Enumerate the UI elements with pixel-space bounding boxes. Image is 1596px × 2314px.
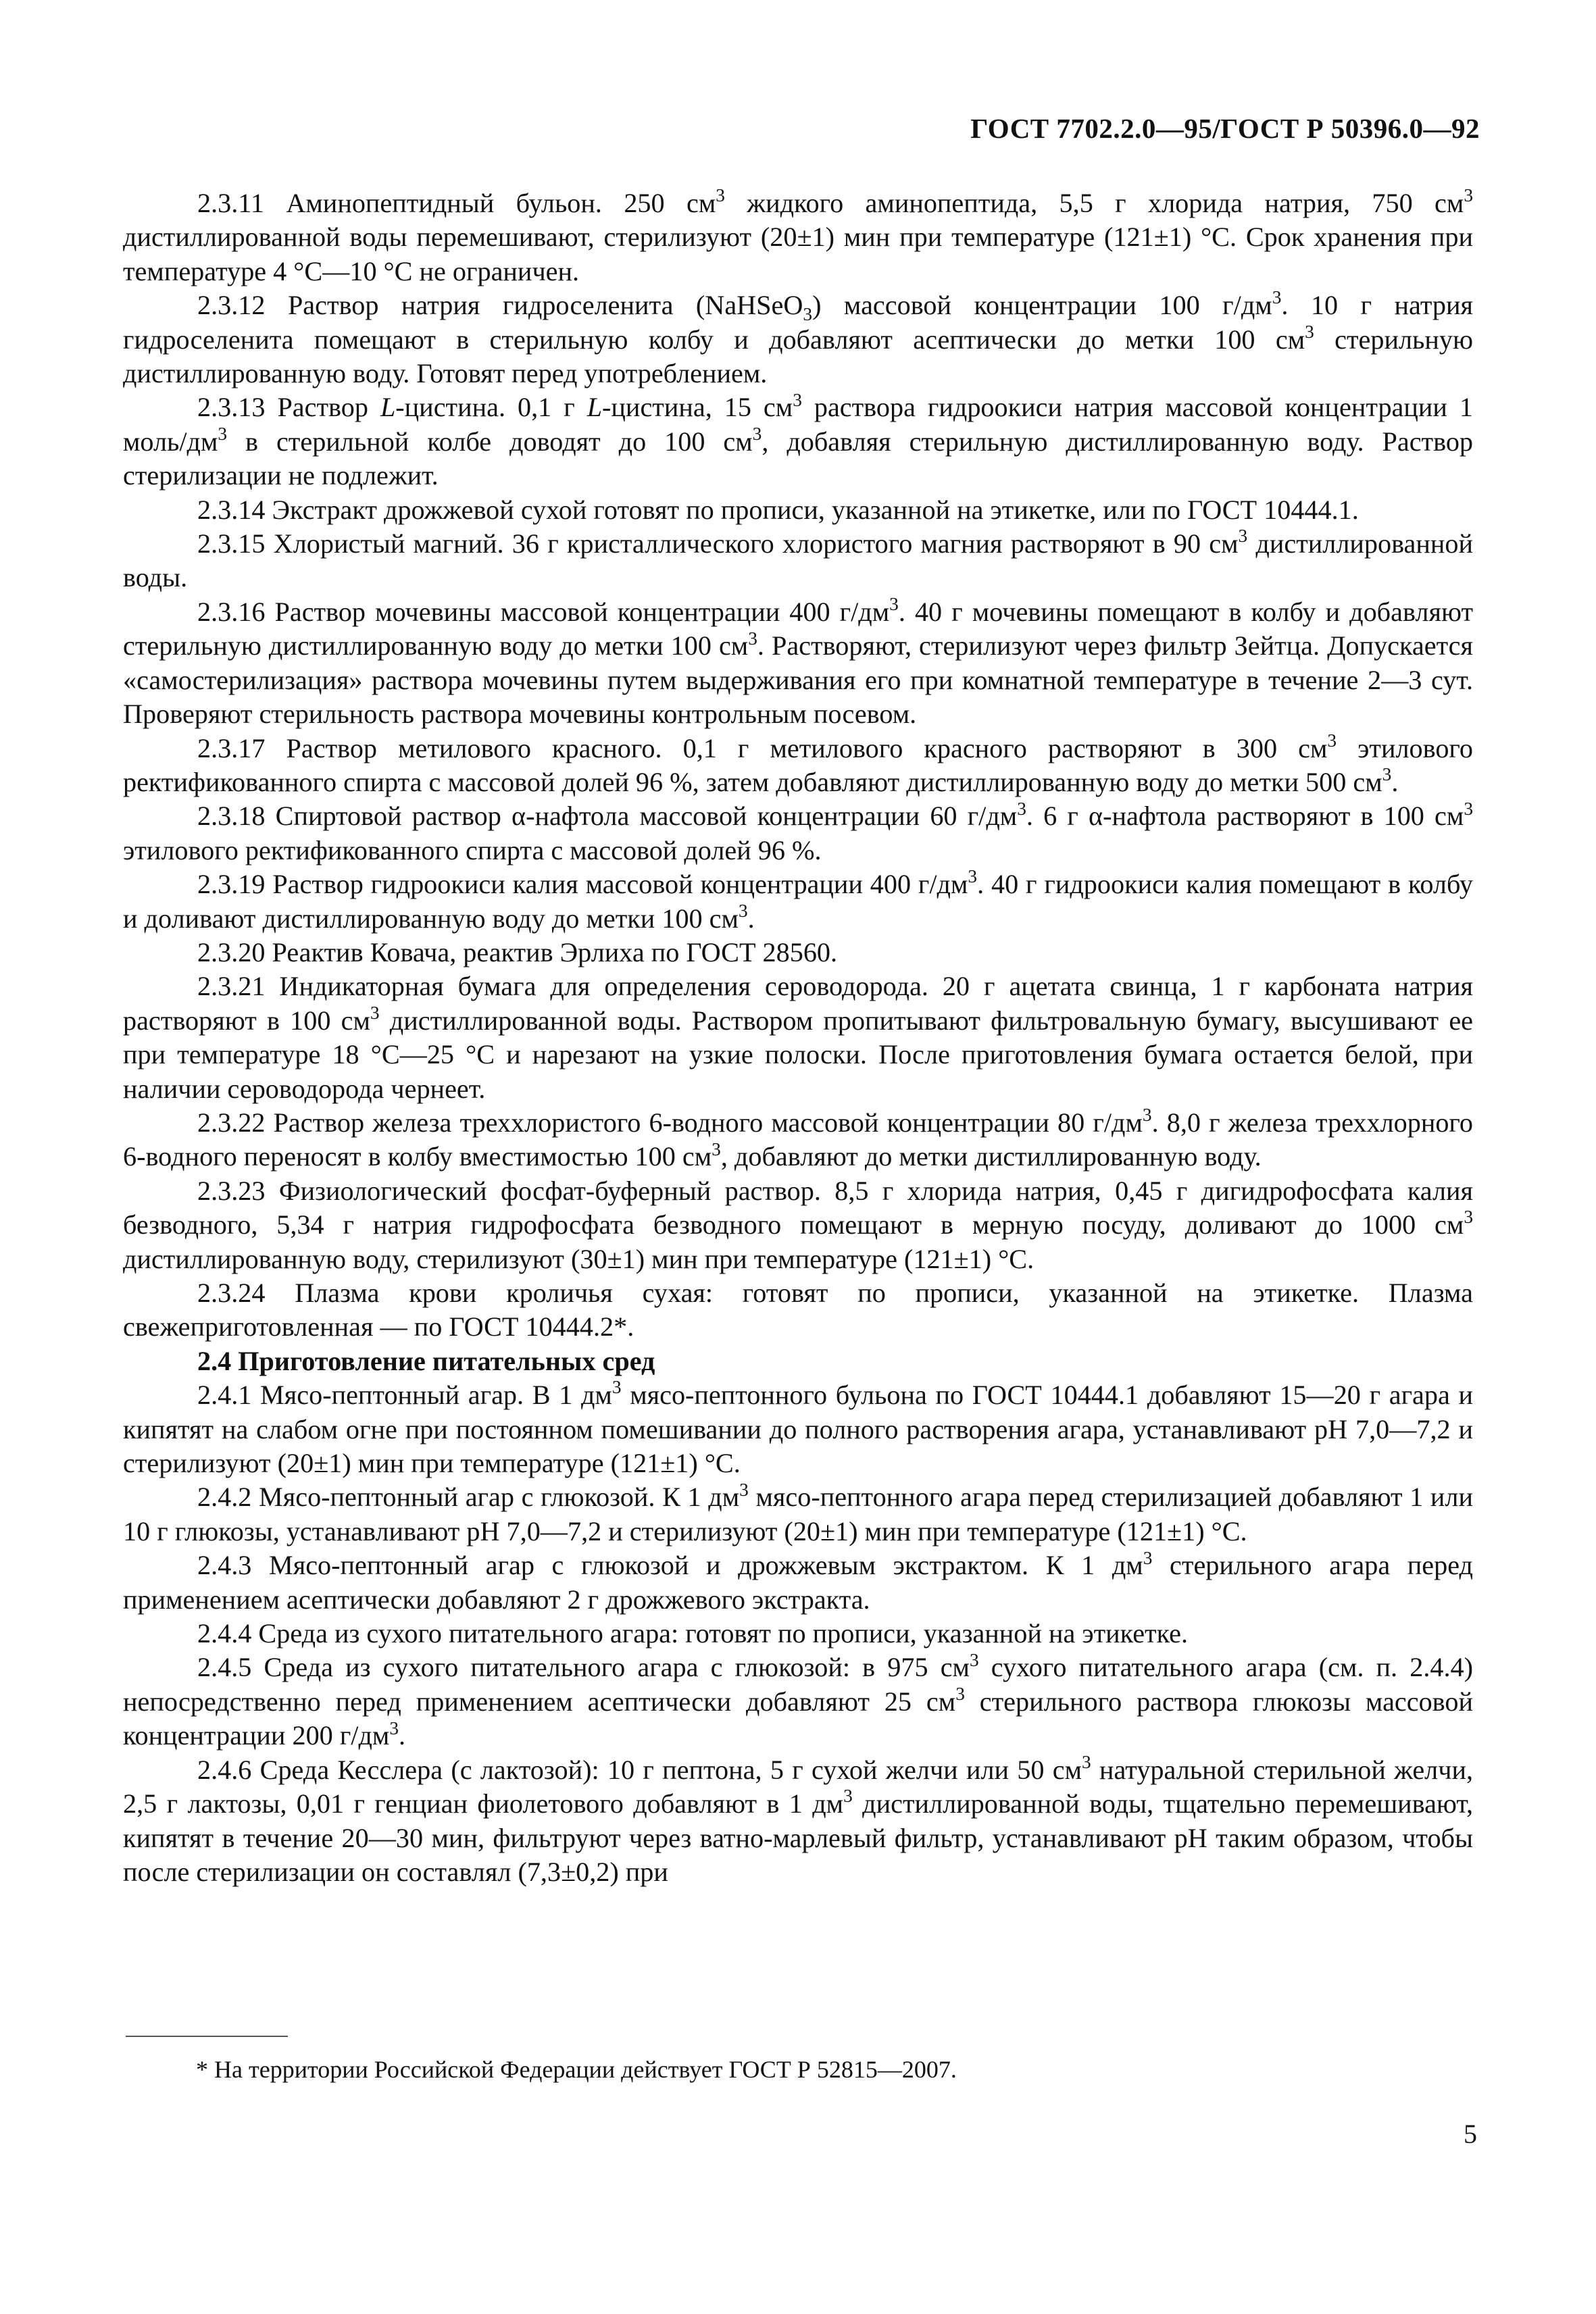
paragraph: 2.4.3 Мясо-пептонный агар с глюкозой и дрожжевым экстрактом. К 1 $дм^3$ стерильного агара перед применением асептически добавляют 2 г дрожжевого экстракта. [123, 1547, 1473, 1615]
page-number: 5 [1464, 2119, 1477, 2149]
paragraph: 2.4.2 Мясо-пептонный агар с глюкозой. К 1 $дм^3$ мясо-пептонного агара перед стерилизацией добавляют 1 или 10 г глюкозы, устанавливают pH 7,0—7,2 и стерилизуют (20±1) мин при температуре (121±1) °С. [123, 1479, 1473, 1546]
paragraph: 2.3.16 Раствор мочевины массовой концентрации 400 $г/дм^3$. 40 г мочевины помещают в колбу и добавляют стерильную дистиллированную воду до метки 100 $см^3$. Растворяют, стерилизуют через фильтр Зейтца. Допускается «самостерилизация» раствора мочевины путем выдерживания его при комнатной температуре в течение 2—3 сут. Проверяют стерильность раствора мочевины контрольным посевом. [123, 594, 1474, 730]
paragraph: 2.4.1 Мясо-пептонный агар. В 1 $дм^3$ мясо-пептонного бульона по ГОСТ 10444.1 добавляют 15—20 г агара и кипятят на слабом огне при постоянном помешивании до полного растворения агара, устанавливают pH 7,0—7,2 и стерилизуют (20±1) мин при температуре (121±1) °С. [123, 1377, 1473, 1479]
paragraph: 2.3.22 Раствор железа треххлористого 6-водного массовой концентрации 80 $г/дм^3$. 8,0 г железа треххлорного 6-водного переносят в колбу вместимостью 100 $см^3$, добавляют до метки дистиллированную воду. [123, 1105, 1473, 1172]
paragraph: 2.3.11 Аминопептидный бульон. 250 $см^3$ жидкого аминопептида, 5,5 г хлорида натрия, 750 $см^3$ дистиллированной воды перемешивают, стерилизуют (20±1) мин при температуре (121±1) °С. Срок хранения при температуре 4 °С—10 °С не ограничен. [123, 185, 1473, 286]
paragraph: 2.3.21 Индикаторная бумага для определения сероводорода. 20 г ацетата свинца, 1 г карбоната натрия растворяют в 100 $см^3$ дистиллированной воды. Раствором пропитывают фильтровальную бумагу, высушивают ее при температуре 18 °С—25 °С и нарезают на узкие полоски. После приготовления бумага остается белой, при наличии сероводорода чернеет. [123, 971, 1473, 1104]
page-header-standard: ГОСТ 7702.2.0—95/ГОСТ Р 50396.0—92 [970, 113, 1480, 144]
paragraph: 2.3.20 Реактив Ковача, реактив Эрлиха по ГОСТ 28560. [197, 936, 838, 967]
paragraph: 2.4.5 Среда из сухого питательного агара с глюкозой: в 975 $см^3$ сухого питательного агара (см. п. 2.4.4) непосредственно перед применением асептически добавляют 25 $см^3$ стерильного раствора глюкозы массовой концентрации 200 $г/дм^3$. [123, 1649, 1473, 1751]
paragraph: 2.3.17 Раствор метилового красного. 0,1 г метилового красного растворяют в 300 $см^3$ этилового ректификованного спирта с массовой долей 96 %, затем добавляют дистиллированную воду до метки 500 $см^3$. [123, 730, 1473, 797]
footnote: * На территории Российской Федерации действует ГОСТ Р 52815—2007. [196, 2056, 957, 2083]
section-heading: 2.4 Приготовление питательных сред [197, 1345, 655, 1376]
paragraph: 2.3.14 Экстракт дрожжевой сухой готовят по прописи, указанной на этикетке, или по ГОСТ 10444.1. [197, 494, 1359, 525]
paragraph: 2.3.24 Плазма крови кроличья сухая: готовят по прописи, указанной на этикетке. Плазма свежеприготовленная — по ГОСТ 10444.2*. [123, 1278, 1473, 1342]
paragraph: 2.3.13 Раствор L-цистина. 0,1 г L-цистина, 15 $см^3$ раствора гидроокиси натрия массовой концентрации 1 моль/$дм^3$ в стерильной колбе доводят до 100 $см^3$, добавляя стерильную дистиллированную воду. Раствор стерилизации не подлежит. [123, 389, 1474, 491]
paragraph: 2.3.15 Хлористый магний. 36 г кристаллического хлористого магния растворяют в 90 $см^3$ дистиллированной воды. [123, 526, 1473, 593]
paragraph: 2.4.4 Среда из сухого питательного агара: готовят по прописи, указанной на этикетке. [197, 1618, 1188, 1649]
paragraph: 2.3.18 Спиртовой раствор α-нафтола массовой концентрации 60 $г/дм^3$. 6 г α-нафтола растворяют в 100 $см^3$ этилового ректификованного спирта с массовой долей 96 %. [123, 798, 1473, 865]
paragraph: 2.4.6 Среда Кесслера (с лактозой): 10 г пептона, 5 г сухой желчи или 50 $см^3$ натуральной стерильной желчи, 2,5 г лактозы, 0,01 г генциан фиолетового добавляют в 1 $дм^3$ дистиллированной воды, тщательно перемешивают, кипятят в течение 20—30 мин, фильтруют через ватно-марлевый фильтр, устанавливают pH таким образом, чтобы после стерилизации он составлял (7,3±0,2) при [123, 1751, 1474, 1887]
footnote-divider [126, 2036, 288, 2037]
paragraph: 2.3.12 Раствор натрия гидроселенита (NaHSeO$_3$) массовой концентрации 100 $г/дм^3$. 10 г натрия гидроселенита помещают в стерильную колбу и добавляют асептически до метки 100 $см^3$ стерильную дистиллированную воду. Готовят перед употреблением. [123, 287, 1474, 389]
document-body [123, 186, 1473, 1889]
paragraph: 2.3.23 Физиологический фосфат-буферный раствор. 8,5 г хлорида натрия, 0,45 г дигидрофосфата калия безводного, 5,34 г натрия гидрофосфата безводного помещают в мерную посуду, доливают до 1000 $см^3$ дистиллированную воду, стерилизуют (30±1) мин при температуре (121±1) °С. [123, 1175, 1473, 1274]
paragraph: 2.3.19 Раствор гидроокиси калия массовой концентрации 400 $г/дм^3$. 40 г гидроокиси калия помещают в колбу и доливают дистиллированную воду до метки 100 $см^3$. [123, 866, 1473, 934]
